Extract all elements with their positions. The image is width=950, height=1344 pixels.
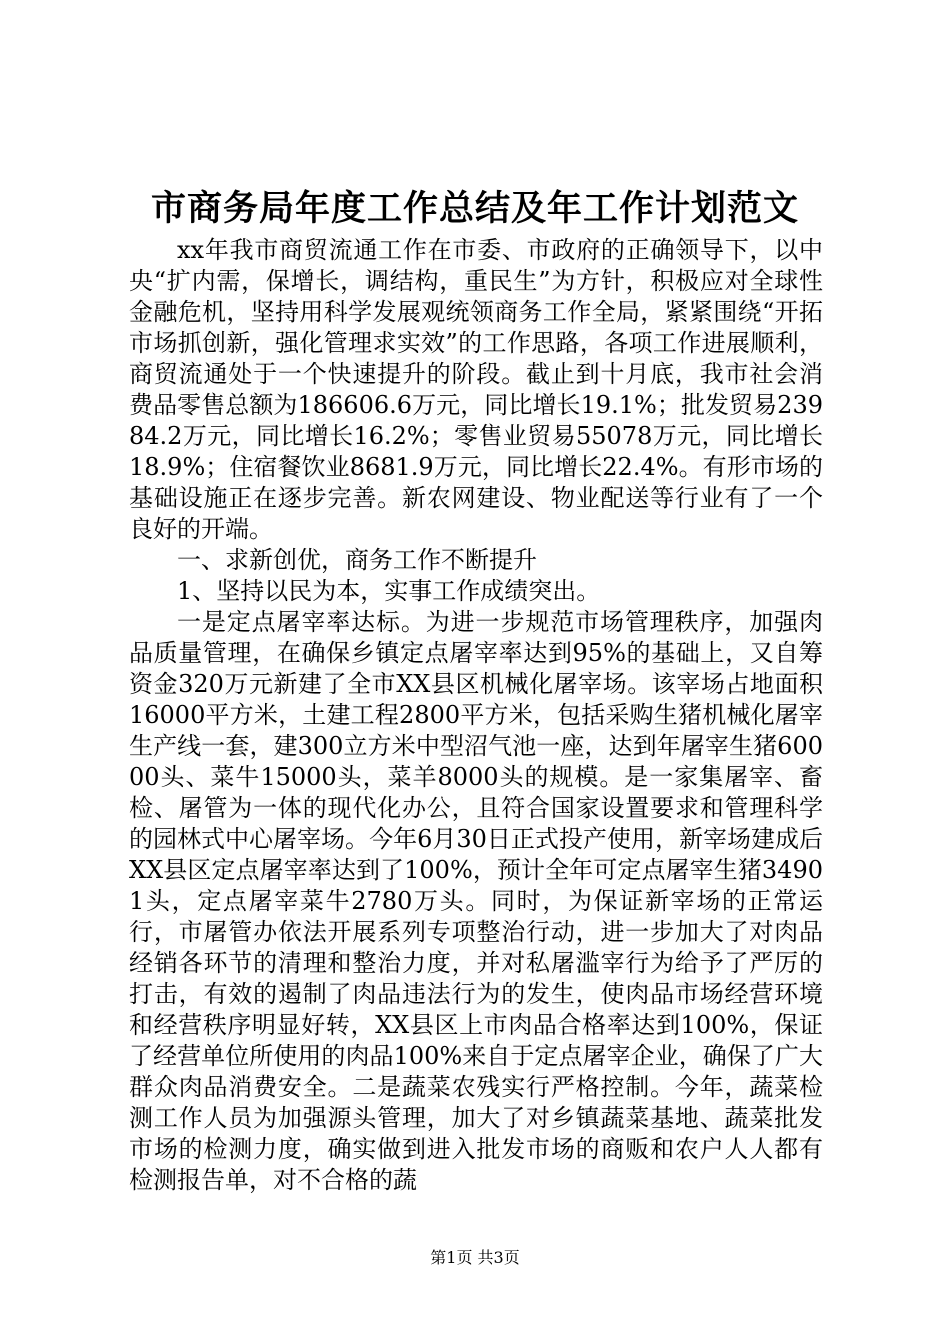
document-title: 市商务局年度工作总结及年工作计划范文 (150, 188, 799, 229)
subsection-heading: 1、坚持以民为本，实事工作成绩突出。 (177, 577, 601, 605)
paragraph-intro: xx年我市商贸流通工作在市委、市政府的正确领导下，以中央“扩内需，保增长，调结构，重民生”为方针，积极应对全球性金融危机，坚持用科学发展观统领商务工作全局，紧紧围绕“开拓市场抓创新，强化管理求实效”的工作思路，各项工作进展顺利，商贸流通处于一个快速提升的阶段。截止到十月底，我市社会消费品零售总额为186606.6万元，同比增长19.1%；批发贸易23984.2万元，同比增长16.2%；零售业贸易55078万元，同比增长18.9%；住宿餐饮业8681.9万元，同比增长22.4%。有形市场的基础设施正在逐步完善。新农网建设、物业配送等行业有了一个良好的开端。 (129, 236, 823, 543)
section-heading: 一、求新创优，商务工作不断提升 (177, 546, 537, 574)
document-body (129, 235, 823, 1196)
paragraph-body: 一是定点屠宰率达标。为进一步规范市场管理秩序，加强肉品质量管理，在确保乡镇定点屠宰率达到95%的基础上，又自筹资金320万元新建了全市XX县区机械化屠宰场。该宰场占地面积16000平方米，土建工程2800平方米，包括采购生猪机械化屠宰生产线一套，建300立方米中型沼气池一座，达到年屠宰生猪60000头、菜牛15000头，菜羊8000头的规模。是一家集屠宰、畜检、屠管为一体的现代化办公，且符合国家设置要求和管理科学的园林式中心屠宰场。今年6月30日正式投产使用，新宰场建成后XX县区定点屠宰率达到了100%，预计全年可定点屠宰生猪34901头，定点屠宰菜牛2780万头。同时，为保证新宰场的正常运行，市屠管办依法开展系列专项整治行动，进一步加大了对肉品经销各环节的清理和整治力度，并对私屠滥宰行为给予了严厉的打击，有效的遏制了肉品违法行为的发生，使肉品市场经营环境和经营秩序明显好转，XX县区上市肉品合格率达到100%，保证了经营单位所使用的肉品100%来自于定点屠宰企业，确保了广大群众肉品消费安全。二是蔬菜农残实行严格控制。今年，蔬菜检测工作人员为加强源头管理，加大了对乡镇蔬菜基地、蔬菜批发市场的检测力度，确实做到进入批发市场的商贩和农户人人都有检测报告单，对不合格的蔬 (129, 608, 823, 1194)
page-number-footer: 第1页 共3页 (430, 1248, 520, 1267)
